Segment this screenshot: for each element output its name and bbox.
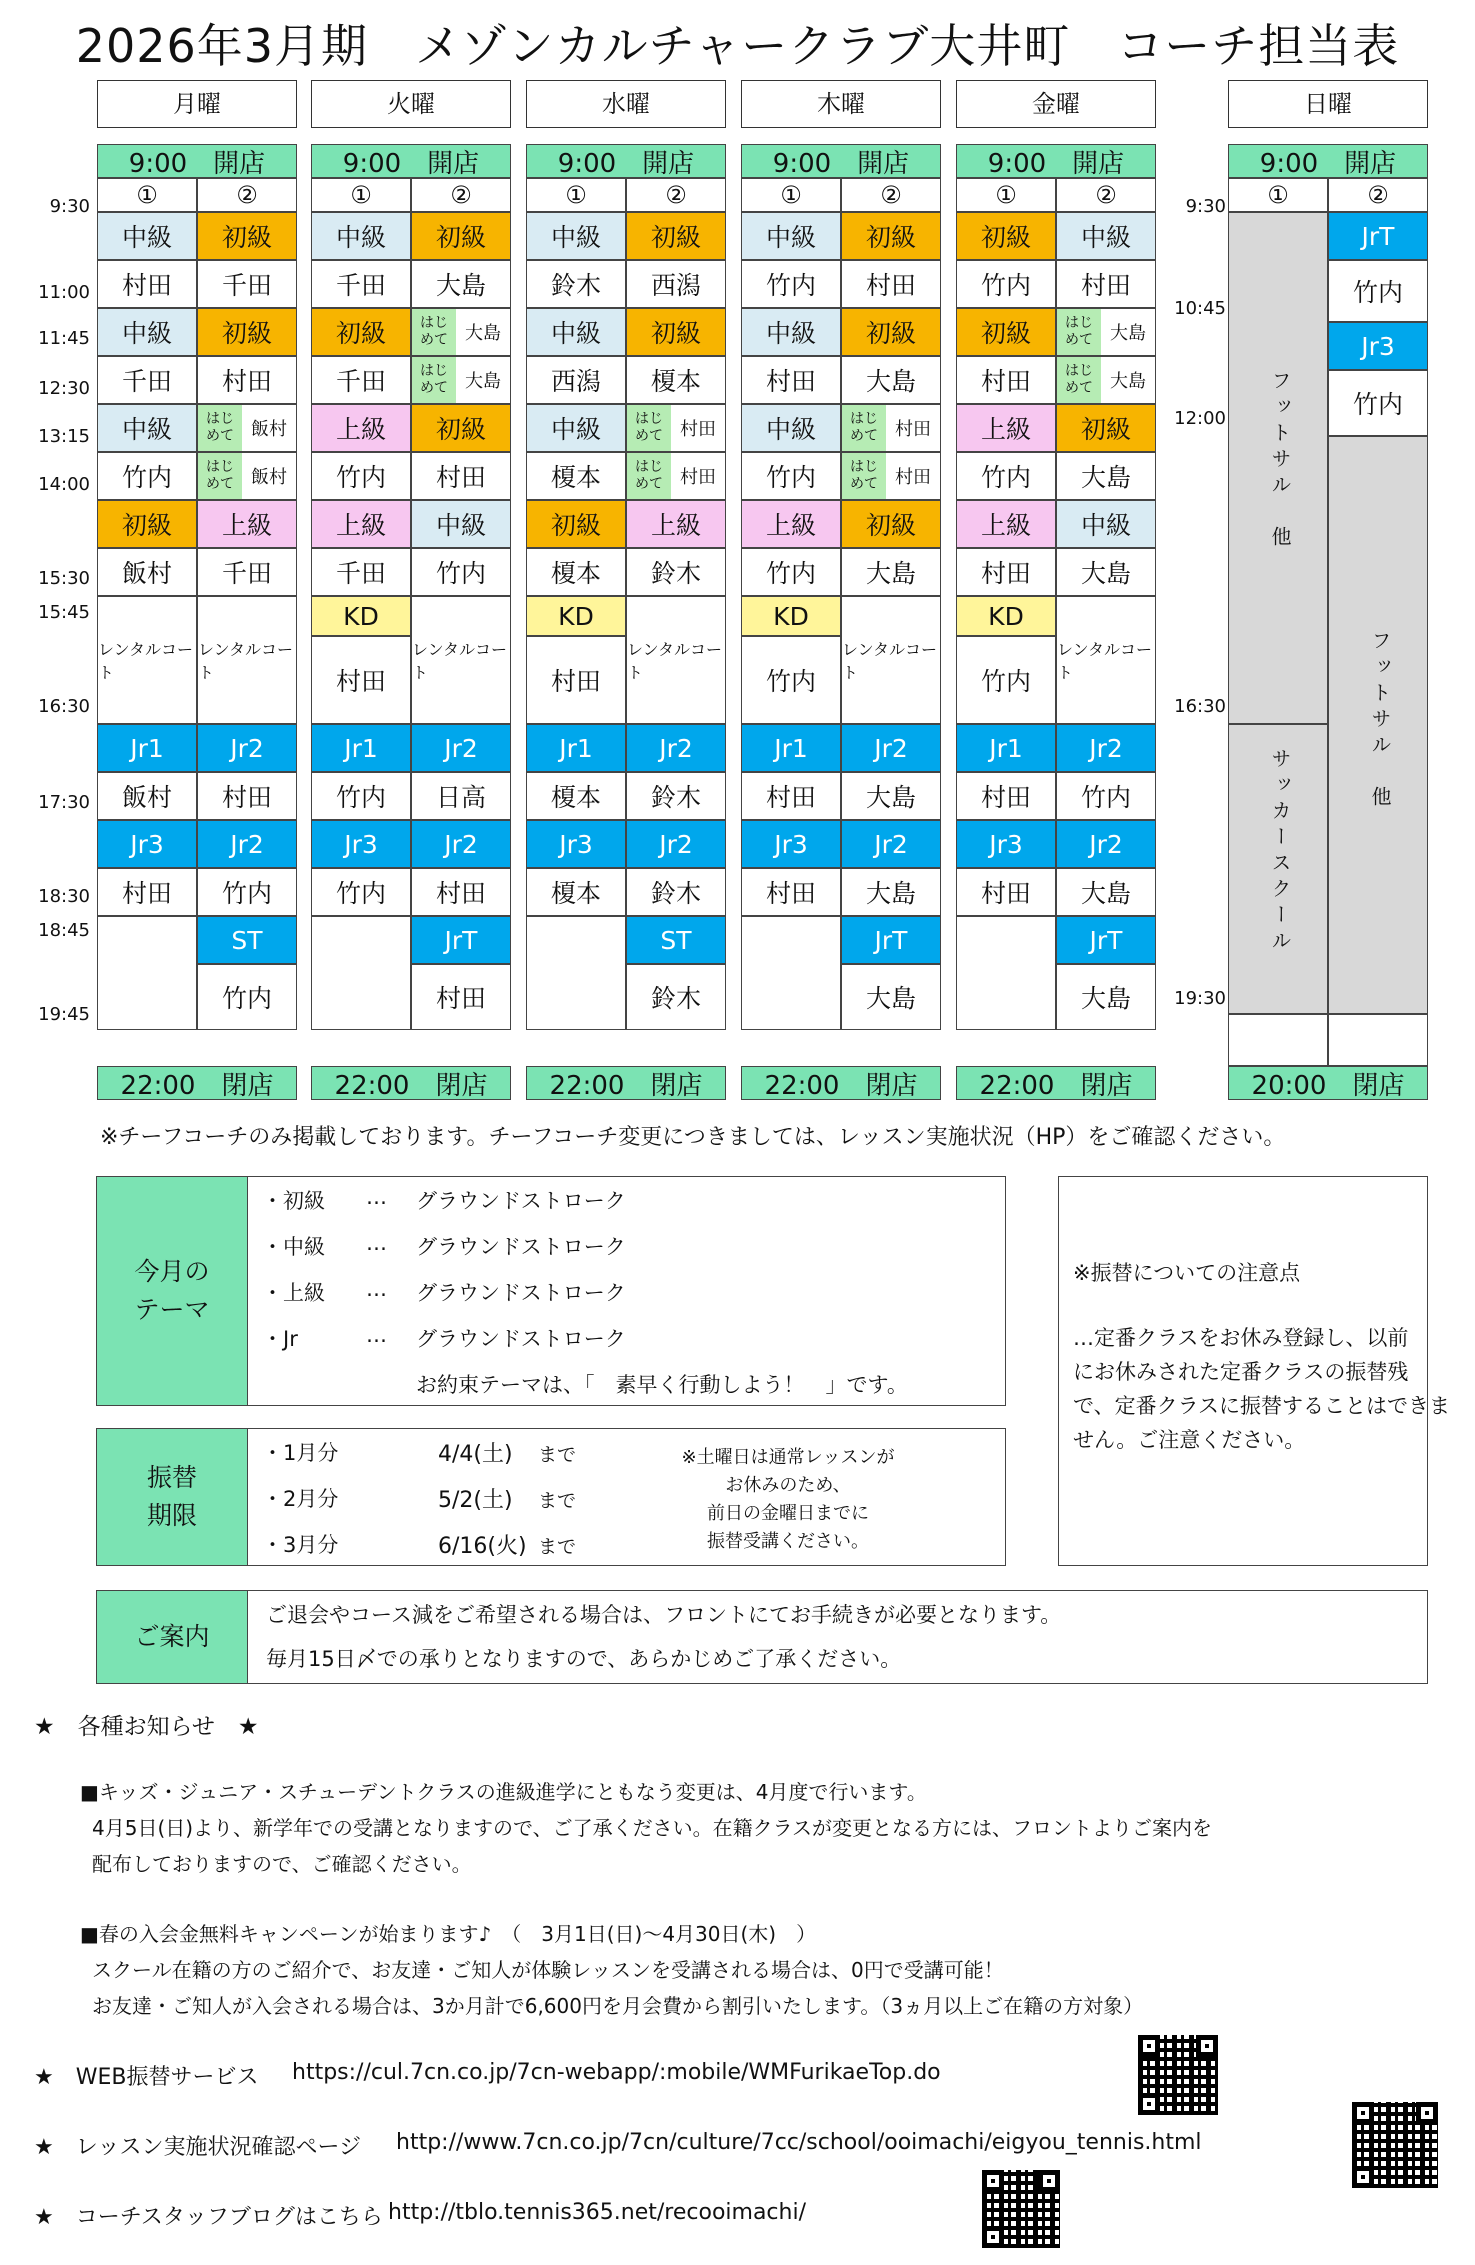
- empty-slot: [1328, 1014, 1428, 1066]
- day-header: 水曜: [526, 80, 726, 128]
- theme-txt: グラウンドストローク: [416, 1281, 626, 1305]
- link-label: ★ コーチスタッフブログはこちら: [34, 2205, 383, 2230]
- furikae-s: まで: [538, 1536, 577, 1558]
- coach-name: 飯村: [97, 548, 197, 596]
- furikae-s: まで: [538, 1444, 577, 1466]
- day-header: 木曜: [741, 80, 941, 128]
- hajimete-badge: はじ めて: [842, 453, 886, 499]
- guide-line-1: ご退会やコース減をご希望される場合は、フロントにてお手続きが必要となります。: [266, 1603, 1062, 1627]
- coach-name: 飯村: [251, 419, 287, 440]
- class-level: 初級: [97, 500, 197, 548]
- hajimete-badge: はじ めて: [412, 309, 456, 355]
- empty-slot: [311, 916, 411, 1030]
- class-level: JrT: [411, 916, 511, 964]
- class-level: Jr3: [741, 820, 841, 868]
- furikae-rows: [248, 1429, 1005, 1565]
- furikae-m: ・3月分: [262, 1533, 339, 1557]
- news-p2-line: お友達・ご知人が入会される場合は、3か月計で6,600円を月会費から割引いたします。（3ヵ月以上ご在籍の方対象）: [92, 1994, 1144, 2018]
- theme-lvl: ・中級: [262, 1235, 325, 1259]
- empty-slot: [526, 916, 626, 1030]
- theme-dots: …: [366, 1323, 387, 1347]
- furikae-d: 6/16(火): [438, 1534, 527, 1559]
- class-level: 中級: [1056, 212, 1156, 260]
- coach-name: 竹内: [956, 260, 1056, 308]
- hajimete-class: [626, 404, 726, 452]
- coach-name: 飯村: [251, 467, 287, 488]
- rental-court: レンタルコート: [841, 596, 941, 724]
- class-level: Jr3: [311, 820, 411, 868]
- court-number: ①: [311, 178, 411, 212]
- coach-name: 竹内: [956, 636, 1056, 724]
- page-title: 2026年3月期 メゾンカルチャークラブ大井町 コーチ担当表: [75, 19, 1400, 73]
- theme-txt: グラウンドストローク: [416, 1235, 626, 1259]
- empty-slot: [1228, 1014, 1328, 1066]
- coach-name: 大島: [1056, 452, 1156, 500]
- coach-name: 鈴木: [626, 964, 726, 1030]
- coach-name: 大島: [465, 371, 501, 392]
- class-level: Jr2: [197, 820, 297, 868]
- time-label: 19:30: [1174, 988, 1226, 1009]
- coach-name: 村田: [956, 548, 1056, 596]
- time-label: 14:00: [38, 474, 90, 495]
- class-level: 中級: [741, 404, 841, 452]
- coach-name: 鈴木: [626, 772, 726, 820]
- link-url[interactable]: https://cul.7cn.co.jp/7cn-webapp/:mobile/WMFurikaeTop.do: [292, 2060, 941, 2085]
- class-level: Jr2: [1056, 820, 1156, 868]
- class-level: 初級: [841, 212, 941, 260]
- link-label: ★ WEB振替サービス: [34, 2065, 259, 2090]
- caution-line: せん。ご注意ください。: [1073, 1428, 1306, 1452]
- class-level: 上級: [311, 404, 411, 452]
- qr-code-lesson-status: [1352, 2102, 1438, 2188]
- time-label: 12:00: [1174, 408, 1226, 429]
- hajimete-badge: はじ めて: [198, 453, 242, 499]
- time-label: 11:45: [38, 328, 90, 349]
- coach-name: 竹内: [197, 964, 297, 1030]
- class-level: Jr2: [411, 724, 511, 772]
- class-level: Jr2: [197, 724, 297, 772]
- class-level: JrT: [841, 916, 941, 964]
- class-level: 初級: [526, 500, 626, 548]
- class-level: 上級: [311, 500, 411, 548]
- court-number: ①: [741, 178, 841, 212]
- theme-label: 今月の テーマ: [97, 1177, 248, 1405]
- theme-dots: …: [366, 1277, 387, 1301]
- furikae-label: 振替 期限: [97, 1429, 248, 1565]
- class-level: JrT: [1328, 212, 1428, 260]
- time-label: 16:30: [1174, 696, 1226, 717]
- class-level: Jr1: [741, 724, 841, 772]
- open-time: 9:00 開店: [741, 144, 941, 178]
- coach-name: 大島: [1110, 371, 1146, 392]
- hajimete-badge: はじ めて: [198, 405, 242, 451]
- day-header: 火曜: [311, 80, 511, 128]
- class-level: 初級: [626, 212, 726, 260]
- class-level: Jr2: [1056, 724, 1156, 772]
- hajimete-class: [841, 452, 941, 500]
- coach-name: 村田: [956, 868, 1056, 916]
- furikae-note: お休みのため、: [725, 1475, 851, 1496]
- caution-line: にお休みされた定番クラスの振替残: [1073, 1360, 1409, 1384]
- coach-name: 榎本: [526, 868, 626, 916]
- coach-name: 千田: [311, 548, 411, 596]
- news-p1-line: 4月5日(日)より、新学年での受講となりますので、ご了承ください。在籍クラスが変更となる方には、フロントよりご案内を: [92, 1816, 1213, 1840]
- close-time: 22:00 閉店: [956, 1066, 1156, 1100]
- time-label: 16:30: [38, 696, 90, 717]
- time-label: 17:30: [38, 792, 90, 813]
- class-level: 中級: [1056, 500, 1156, 548]
- class-level: 中級: [526, 212, 626, 260]
- rental-court: レンタルコート: [197, 596, 297, 724]
- coach-name: 千田: [197, 548, 297, 596]
- time-label: 15:30: [38, 568, 90, 589]
- coach-name: 竹内: [956, 452, 1056, 500]
- caution-box: [1058, 1176, 1450, 1566]
- theme-lvl: ・Jr: [262, 1327, 298, 1351]
- coach-name: 村田: [197, 772, 297, 820]
- furikae-d: 5/2(土): [438, 1488, 513, 1513]
- class-level: ST: [197, 916, 297, 964]
- coach-name: 飯村: [97, 772, 197, 820]
- open-time: 9:00 開店: [311, 144, 511, 178]
- soccer-label: サッカースクール: [1268, 748, 1292, 956]
- coach-name: 大島: [1056, 548, 1156, 596]
- time-label: 19:45: [38, 1004, 90, 1025]
- class-level: 中級: [741, 212, 841, 260]
- class-level: Jr2: [411, 820, 511, 868]
- coach-name: 大島: [841, 772, 941, 820]
- furikae-s: まで: [538, 1490, 577, 1512]
- class-level: 中級: [526, 404, 626, 452]
- class-level: 中級: [526, 308, 626, 356]
- link-url[interactable]: http://tblo.tennis365.net/recooimachi/: [388, 2200, 806, 2225]
- caution-title: ※振替についての注意点: [1073, 1261, 1301, 1285]
- time-label: 10:45: [1174, 298, 1226, 319]
- coach-name: 竹内: [741, 636, 841, 724]
- coach-name: 村田: [680, 419, 716, 440]
- hajimete-class: [197, 404, 297, 452]
- theme-box: [96, 1176, 1006, 1406]
- coach-name: 千田: [311, 356, 411, 404]
- coach-name: 村田: [680, 467, 716, 488]
- coach-name: 竹内: [311, 772, 411, 820]
- empty-slot: [97, 916, 197, 1030]
- class-level: 初級: [841, 308, 941, 356]
- coach-name: 村田: [741, 356, 841, 404]
- open-time: 9:00 開店: [526, 144, 726, 178]
- court-number: ②: [1328, 178, 1428, 212]
- coach-name: 大島: [465, 323, 501, 344]
- class-level: 初級: [1056, 404, 1156, 452]
- class-level: 上級: [626, 500, 726, 548]
- class-level: 初級: [411, 212, 511, 260]
- class-level: 中級: [97, 404, 197, 452]
- class-level: KD: [741, 596, 841, 636]
- class-level: 中級: [97, 212, 197, 260]
- time-label: 11:00: [38, 282, 90, 303]
- class-level: 中級: [97, 308, 197, 356]
- theme-lvl: ・初級: [262, 1189, 325, 1213]
- chief-coach-note: ※チーフコーチのみ掲載しております。チーフコーチ変更につきましては、レッスン実施状況（HP）をご確認ください。: [100, 1125, 1286, 1150]
- coach-name: 村田: [311, 636, 411, 724]
- coach-name: 千田: [97, 356, 197, 404]
- furikae-note: ※土曜日は通常レッスンが: [681, 1447, 895, 1468]
- hajimete-class: [1056, 356, 1156, 404]
- coach-name: 大島: [841, 964, 941, 1030]
- qr-code-web-furikae: [1138, 2035, 1218, 2115]
- theme-dots: …: [366, 1185, 387, 1209]
- coach-name: 大島: [411, 260, 511, 308]
- theme-rows: [248, 1177, 1005, 1405]
- class-level: Jr2: [626, 724, 726, 772]
- close-time: 22:00 閉店: [97, 1066, 297, 1100]
- class-level: Jr2: [841, 724, 941, 772]
- coach-name: 村田: [97, 260, 197, 308]
- coach-name: 竹内: [1056, 772, 1156, 820]
- caution-body: [1073, 1321, 1450, 1457]
- coach-name: 村田: [1056, 260, 1156, 308]
- futsal-label: フットサル 他: [1368, 630, 1392, 812]
- coach-name: 千田: [197, 260, 297, 308]
- coach-name: 千田: [311, 260, 411, 308]
- coach-name: 竹内: [741, 260, 841, 308]
- hajimete-badge: はじ めて: [1057, 357, 1101, 403]
- coach-name: 西潟: [526, 356, 626, 404]
- close-time: 22:00 閉店: [526, 1066, 726, 1100]
- hajimete-class: [841, 404, 941, 452]
- theme-promise: お約束テーマは、「 素早く行動しよう！ 」です。: [416, 1373, 908, 1397]
- day-header: 金曜: [956, 80, 1156, 128]
- hajimete-badge: はじ めて: [842, 405, 886, 451]
- coach-name: 大島: [841, 548, 941, 596]
- coach-name: 村田: [97, 868, 197, 916]
- rental-court: レンタルコート: [411, 596, 511, 724]
- hajimete-class: [411, 308, 511, 356]
- link-url[interactable]: http://www.7cn.co.jp/7cn/culture/7cc/school/ooimachi/eigyou_tennis.html: [396, 2130, 1202, 2155]
- furikae-box: [96, 1428, 1006, 1566]
- news-p2-line: スクール在籍の方のご紹介で、お友達・ご知人が体験レッスンを受講される場合は、0円で受講可能！: [92, 1958, 1004, 1982]
- time-label: 15:45: [38, 602, 90, 623]
- coach-name: 村田: [895, 419, 931, 440]
- coach-name: 村田: [741, 868, 841, 916]
- coach-name: 村田: [741, 772, 841, 820]
- class-level: 初級: [411, 404, 511, 452]
- class-level: 初級: [197, 308, 297, 356]
- news-header: ★ 各種お知らせ ★: [34, 1714, 259, 1740]
- coach-name: 榎本: [526, 548, 626, 596]
- time-label: 9:30: [1185, 196, 1226, 217]
- coach-name: 竹内: [741, 548, 841, 596]
- rental-court: レンタルコート: [97, 596, 197, 724]
- hajimete-class: [197, 452, 297, 500]
- qr-code-blog: [982, 2170, 1060, 2248]
- day-header: 月曜: [97, 80, 297, 128]
- empty-slot: [956, 916, 1056, 1030]
- class-level: 初級: [626, 308, 726, 356]
- hajimete-badge: はじ めて: [412, 357, 456, 403]
- coach-name: 大島: [841, 868, 941, 916]
- news-p2-line: ■春の入会金無料キャンペーンが始まります♪ （ 3月1日(日)～4月30日(木) ）: [80, 1922, 817, 1946]
- court-number: ②: [197, 178, 297, 212]
- hajimete-class: [626, 452, 726, 500]
- guide-label: ご案内: [97, 1591, 248, 1683]
- class-level: 上級: [741, 500, 841, 548]
- coach-name: 村田: [956, 356, 1056, 404]
- coach-name: 村田: [956, 772, 1056, 820]
- hajimete-class: [1056, 308, 1156, 356]
- coach-name: 鈴木: [626, 548, 726, 596]
- coach-name: 榎本: [526, 452, 626, 500]
- furikae-m: ・1月分: [262, 1441, 339, 1465]
- coach-name: 竹内: [311, 868, 411, 916]
- coach-name: 村田: [197, 356, 297, 404]
- class-level: 初級: [311, 308, 411, 356]
- class-level: Jr3: [1328, 322, 1428, 370]
- coach-name: 竹内: [97, 452, 197, 500]
- coach-name: 竹内: [741, 452, 841, 500]
- open-time: 9:00 開店: [1228, 144, 1428, 178]
- time-label: 18:45: [38, 920, 90, 941]
- theme-txt: グラウンドストローク: [416, 1327, 626, 1351]
- time-label: 12:30: [38, 378, 90, 399]
- furikae-note: 振替受講ください。: [707, 1531, 869, 1552]
- empty-slot: [741, 916, 841, 1030]
- coach-name: 大島: [1056, 964, 1156, 1030]
- coach-name: 榎本: [526, 772, 626, 820]
- court-number: ①: [1228, 178, 1328, 212]
- class-level: 中級: [411, 500, 511, 548]
- class-level: 上級: [956, 404, 1056, 452]
- class-level: Jr1: [526, 724, 626, 772]
- court-number: ②: [841, 178, 941, 212]
- coach-name: 村田: [411, 452, 511, 500]
- coach-name: 村田: [526, 636, 626, 724]
- court-number: ②: [626, 178, 726, 212]
- rental-court: レンタルコート: [1056, 596, 1156, 724]
- coach-name: 榎本: [626, 356, 726, 404]
- news-p1-line: ■キッズ・ジュニア・スチューデントクラスの進級進学にともなう変更は、4月度で行います。: [80, 1780, 927, 1804]
- class-level: ST: [626, 916, 726, 964]
- coach-name: 日高: [411, 772, 511, 820]
- guide-line-2: 毎月15日〆での承りとなりますので、あらかじめご了承ください。: [266, 1647, 902, 1671]
- close-time: 20:00 閉店: [1228, 1066, 1428, 1100]
- class-level: Jr3: [956, 820, 1056, 868]
- day-header: 日曜: [1228, 80, 1428, 128]
- class-level: Jr1: [956, 724, 1056, 772]
- court-number: ②: [1056, 178, 1156, 212]
- coach-name: 竹内: [1328, 370, 1428, 436]
- caution-line: で、定番クラスに振替することはできま: [1073, 1394, 1450, 1418]
- class-level: Jr2: [626, 820, 726, 868]
- caution-line: …定番クラスをお休み登録し、以前: [1073, 1326, 1409, 1350]
- court-number: ①: [956, 178, 1056, 212]
- class-level: 上級: [197, 500, 297, 548]
- class-level: KD: [311, 596, 411, 636]
- court-number: ①: [526, 178, 626, 212]
- time-label: 13:15: [38, 426, 90, 447]
- hajimete-class: [411, 356, 511, 404]
- class-level: 初級: [841, 500, 941, 548]
- hajimete-badge: はじ めて: [1057, 309, 1101, 355]
- class-level: 中級: [311, 212, 411, 260]
- class-level: KD: [526, 596, 626, 636]
- coach-name: 竹内: [311, 452, 411, 500]
- open-time: 9:00 開店: [97, 144, 297, 178]
- open-time: 9:00 開店: [956, 144, 1156, 178]
- class-level: 中級: [741, 308, 841, 356]
- coach-name: 大島: [1056, 868, 1156, 916]
- class-level: Jr3: [97, 820, 197, 868]
- coach-name: 竹内: [197, 868, 297, 916]
- close-time: 22:00 閉店: [311, 1066, 511, 1100]
- class-level: Jr2: [841, 820, 941, 868]
- coach-name: 竹内: [411, 548, 511, 596]
- class-level: 初級: [197, 212, 297, 260]
- class-level: 上級: [956, 500, 1056, 548]
- furikae-d: 4/4(土): [438, 1442, 513, 1467]
- close-time: 22:00 閉店: [741, 1066, 941, 1100]
- link-label: ★ レッスン実施状況確認ページ: [34, 2135, 362, 2160]
- coach-name: 竹内: [1328, 260, 1428, 322]
- theme-dots: …: [366, 1231, 387, 1255]
- theme-lvl: ・上級: [262, 1281, 325, 1305]
- theme-txt: グラウンドストローク: [416, 1189, 626, 1213]
- class-level: Jr3: [526, 820, 626, 868]
- furikae-note: 前日の金曜日までに: [707, 1503, 869, 1524]
- time-label: 9:30: [49, 196, 90, 217]
- coach-name: 大島: [841, 356, 941, 404]
- coach-name: 西潟: [626, 260, 726, 308]
- coach-name: 鈴木: [526, 260, 626, 308]
- class-level: 初級: [956, 308, 1056, 356]
- class-level: Jr1: [311, 724, 411, 772]
- coach-name: 村田: [411, 964, 511, 1030]
- class-level: JrT: [1056, 916, 1156, 964]
- hajimete-badge: はじ めて: [627, 405, 671, 451]
- coach-name: 鈴木: [626, 868, 726, 916]
- court-number: ②: [411, 178, 511, 212]
- furikae-m: ・2月分: [262, 1487, 339, 1511]
- coach-name: 村田: [841, 260, 941, 308]
- hajimete-badge: はじ めて: [627, 453, 671, 499]
- coach-name: 村田: [895, 467, 931, 488]
- court-number: ①: [97, 178, 197, 212]
- guide-box: [96, 1590, 1428, 1684]
- class-level: KD: [956, 596, 1056, 636]
- news-p1-line: 配布しておりますので、ご確認ください。: [92, 1852, 472, 1876]
- futsal-label: フットサル 他: [1268, 370, 1292, 552]
- coach-name: 村田: [411, 868, 511, 916]
- class-level: Jr1: [97, 724, 197, 772]
- rental-court: レンタルコート: [626, 596, 726, 724]
- class-level: 初級: [956, 212, 1056, 260]
- coach-name: 大島: [1110, 323, 1146, 344]
- time-label: 18:30: [38, 886, 90, 907]
